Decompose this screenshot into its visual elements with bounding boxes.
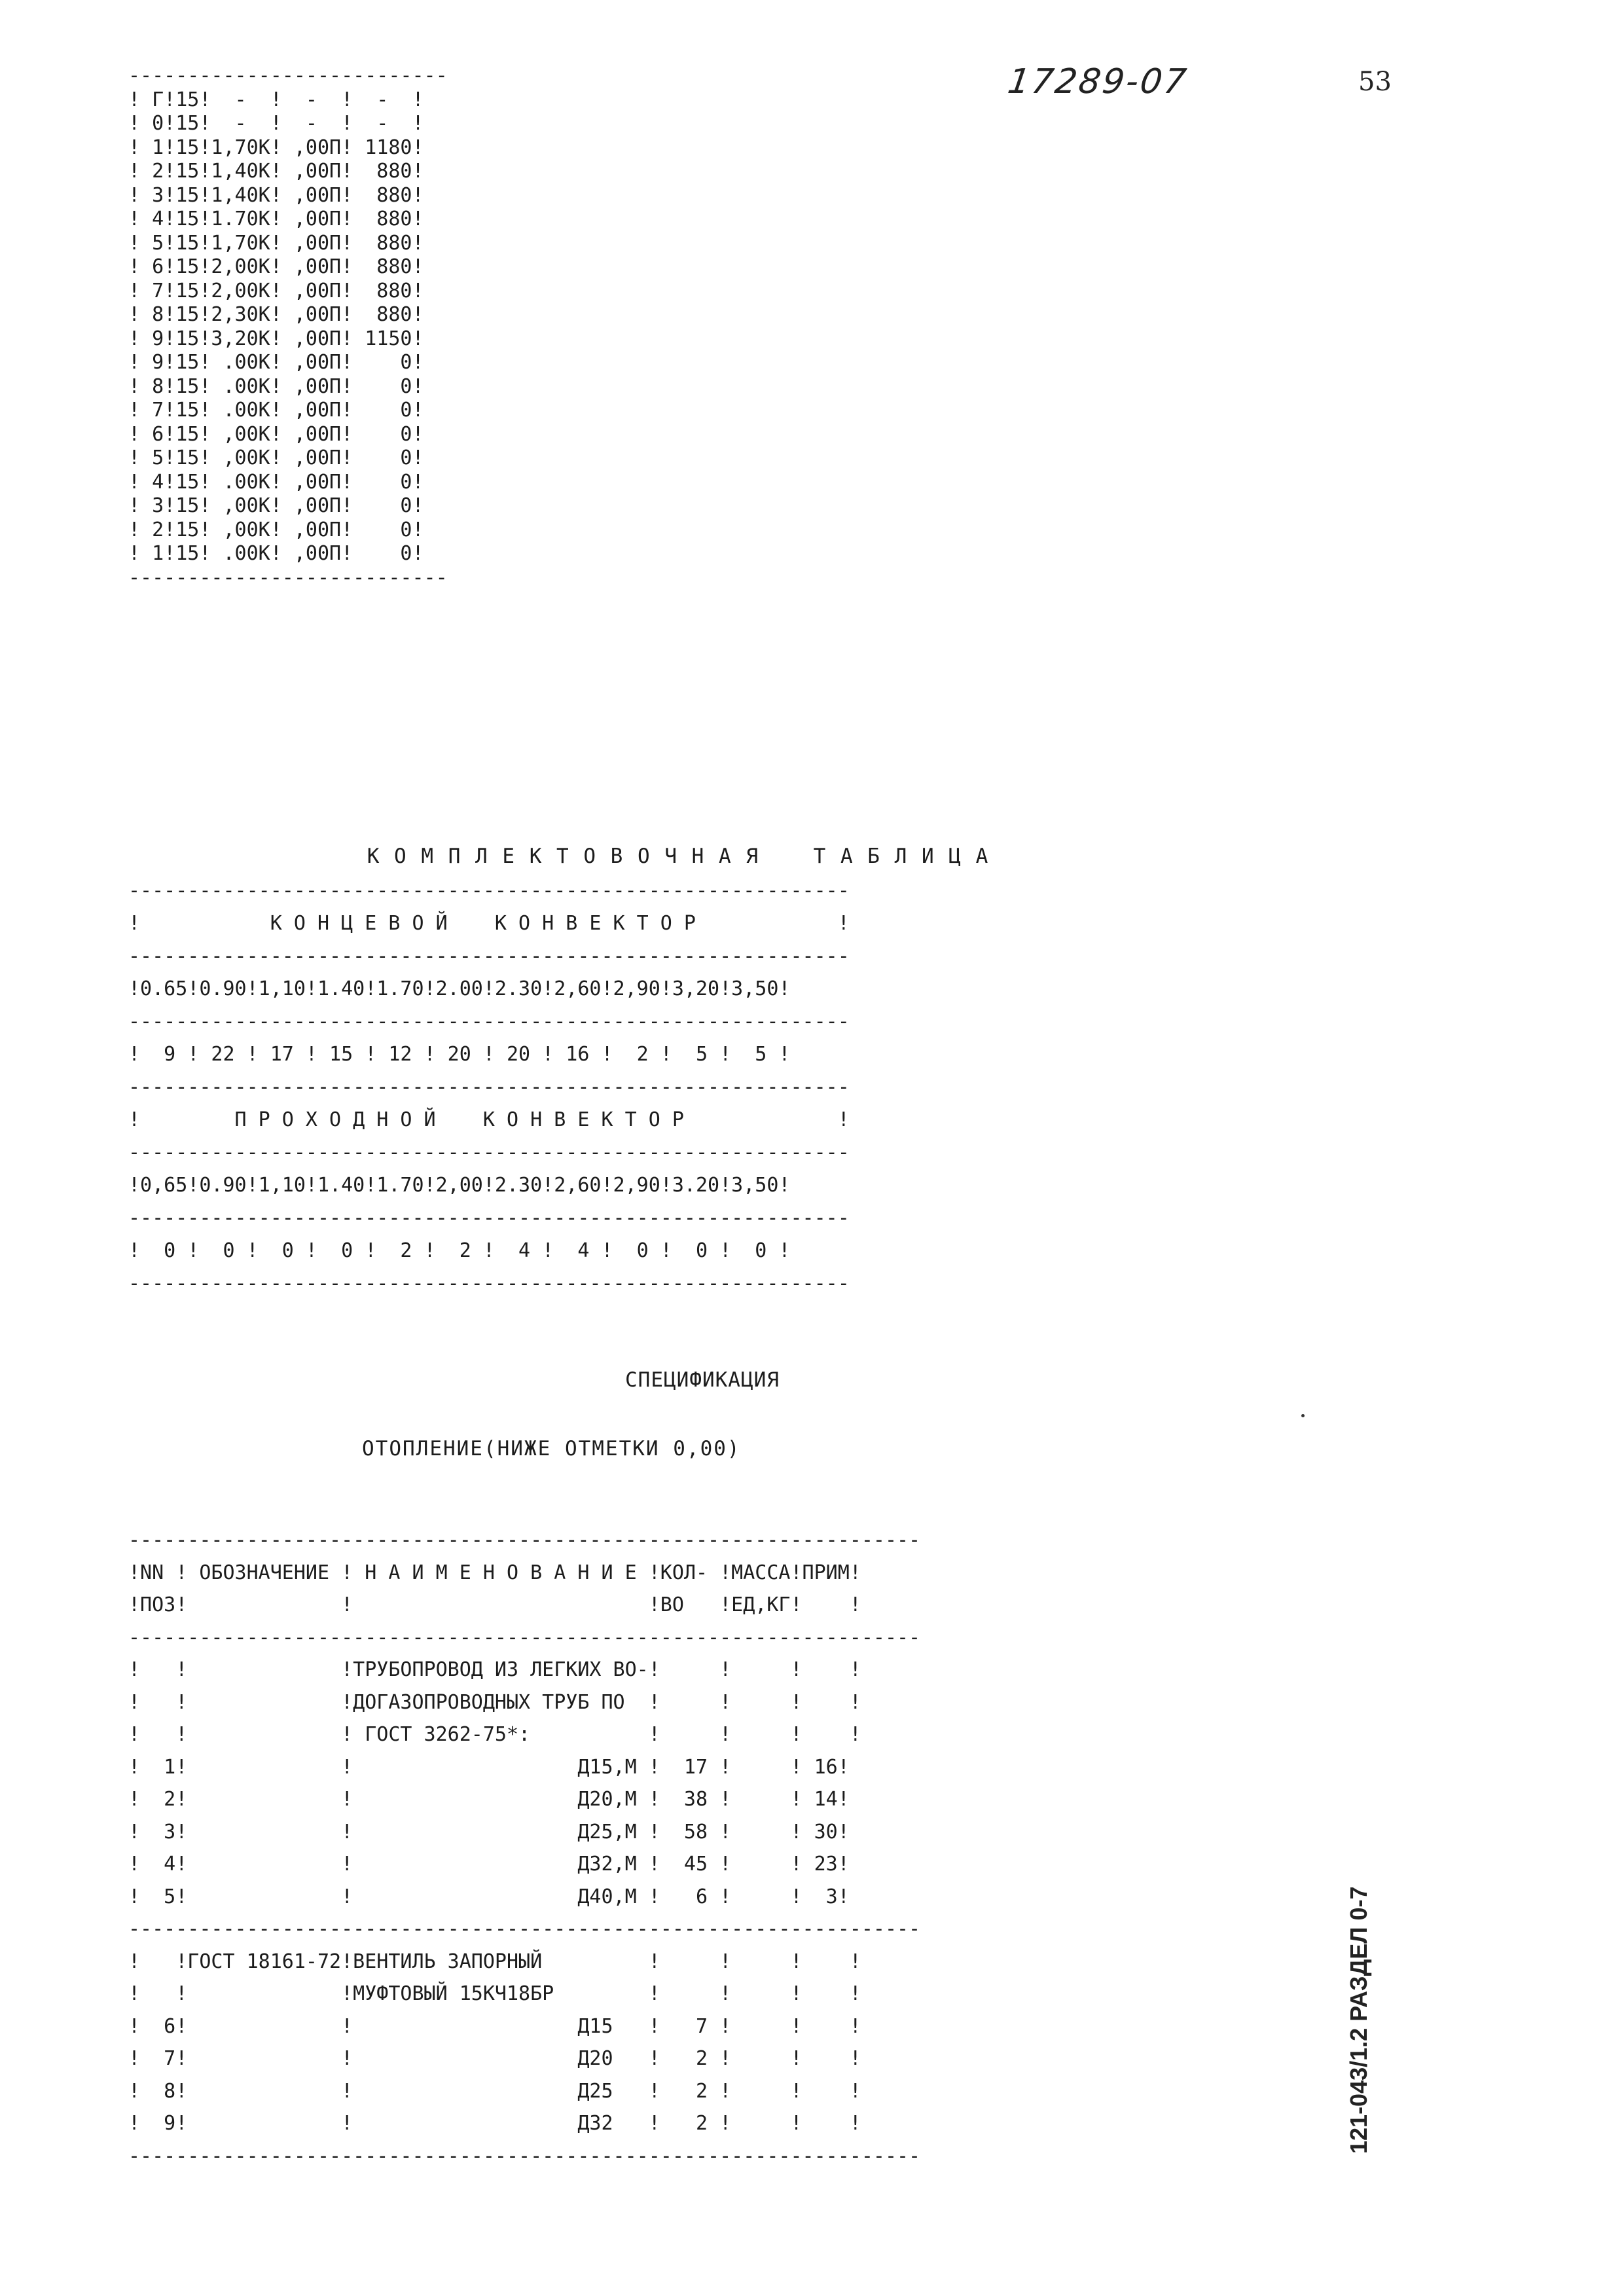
- table-row: ! 5!15!1,70К! ,00П! 880!: [128, 231, 424, 255]
- kit-table: [128, 875, 850, 1300]
- table-row: ! 1! ! Д15,М ! 17 ! ! 16!: [128, 1755, 850, 1779]
- table-row: ! ! !ДОГАЗОПРОВОДНЫХ ТРУБ ПО ! ! ! !: [128, 1690, 861, 1714]
- table-row: ! 1!15!1,70К! ,00П! 1180!: [128, 136, 424, 159]
- table-row: ! 2!15!1,40К! ,00П! 880!: [128, 160, 424, 183]
- table-row: ! 6!15!2,00К! ,00П! 880!: [128, 255, 424, 278]
- document-code: 17289-07: [1005, 62, 1191, 101]
- table-line: -------------------------------------------------------------: [128, 879, 850, 902]
- table-row: ! 0 ! 0 ! 0 ! 0 ! 2 ! 2 ! 4 ! 4 ! 0 ! 0 ! 0 !: [128, 1239, 791, 1262]
- table-row: ! 6! ! Д15 ! 7 ! ! !: [128, 2014, 861, 2038]
- table-row: ! 4! ! Д32,М ! 45 ! ! 23!: [128, 1853, 850, 1876]
- table-row: ! Г!15! - ! - ! - !: [128, 88, 424, 111]
- table-line: ---------------------------: [128, 566, 448, 589]
- table-row: ! 9!15! .00К! ,00П! 0!: [128, 351, 424, 374]
- spec-title: СПЕЦИФИКАЦИЯ: [625, 1368, 780, 1392]
- table-row: ! 8! ! Д25 ! 2 ! ! !: [128, 2079, 861, 2103]
- table-row: ! ! ! ГОСТ 3262-75*: ! ! ! !: [128, 1723, 861, 1746]
- table-header: !ПОЗ! ! !ВО !ЕД,КГ! !: [128, 1593, 861, 1616]
- table-row: ! 7! ! Д20 ! 2 ! ! !: [128, 2047, 861, 2070]
- table-row: ! !ГОСТ 18161-72!ВЕНТИЛЬ ЗАПОРНЫЙ ! ! ! !: [128, 1950, 861, 1973]
- table-row: ! 9!15!3,20К! ,00П! 1150!: [128, 327, 424, 350]
- specification-table: [128, 1524, 920, 2172]
- table-line: -------------------------------------------------------------: [128, 1141, 850, 1164]
- table-row: !0.65!0.90!1,10!1.40!1.70!2.00!2.30!2,60!2,90!3,20!3,50!: [128, 977, 791, 1000]
- table-line: -------------------------------------------------------------------: [128, 2144, 921, 2168]
- section-stamp: 121-043/1.2 РАЗДЕЛ 0-7: [1345, 1886, 1372, 2154]
- dot-mark: [1301, 1414, 1305, 1417]
- kit-table-title: К О М П Л Е К Т О В О Ч Н А Я Т А Б Л И Ц А: [367, 844, 990, 868]
- table-row: ! 9! ! Д32 ! 2 ! ! !: [128, 2112, 861, 2135]
- table-row: ! 7!15! .00К! ,00П! 0!: [128, 399, 424, 422]
- table-line: -------------------------------------------------------------: [128, 1207, 850, 1229]
- table-line: -------------------------------------------------------------------: [128, 1917, 921, 1940]
- spec-subtitle: ОТОПЛЕНИЕ(НИЖЕ ОТМЕТКИ 0,00): [362, 1437, 741, 1461]
- table-row: ! 5! ! Д40,М ! 6 ! ! 3!: [128, 1885, 850, 1908]
- table-line: -------------------------------------------------------------------: [128, 1625, 921, 1649]
- table-row: ! ! !МУФТОВЫЙ 15КЧ18БР ! ! ! !: [128, 1982, 861, 2005]
- table-row: ! 8!15! .00К! ,00П! 0!: [128, 374, 424, 398]
- table-line: -------------------------------------------------------------: [128, 945, 850, 968]
- table-header: !NN ! ОБОЗНАЧЕНИЕ ! Н А И М Е Н О В А Н И Е !КОЛ- !МАССА!ПРИМ!: [128, 1561, 861, 1584]
- table-line: -------------------------------------------------------------: [128, 1010, 850, 1033]
- table-row: ! 8!15!2,30К! ,00П! 880!: [128, 303, 424, 326]
- table-row: ! 2! ! Д20,М ! 38 ! ! 14!: [128, 1788, 850, 1811]
- table-row: ! 9 ! 22 ! 17 ! 15 ! 12 ! 20 ! 20 ! 16 ! 2 ! 5 ! 5 !: [128, 1043, 791, 1066]
- table-line: -------------------------------------------------------------: [128, 1076, 850, 1099]
- page-number: 53: [1358, 67, 1392, 97]
- table-row: ! 5!15! ,00К! ,00П! 0!: [128, 446, 424, 469]
- table-row: ! 3! ! Д25,М ! 58 ! ! 30!: [128, 1820, 850, 1843]
- table-row: ! 0!15! - ! - ! - !: [128, 112, 424, 135]
- table-line: -------------------------------------------------------------------: [128, 1529, 921, 1552]
- table-row: ! 3!15!1,40К! ,00П! 880!: [128, 183, 424, 207]
- table-row: ! 7!15!2,00К! ,00П! 880!: [128, 279, 424, 302]
- table-row: ! 6!15! ,00К! ,00П! 0!: [128, 422, 424, 446]
- table-line: -------------------------------------------------------------: [128, 1272, 850, 1295]
- table-header: ! П Р О Х О Д Н О Й К О Н В Е К Т О Р !: [128, 1108, 850, 1131]
- table-header: ! К О Н Ц Е В О Й К О Н В Е К Т О Р !: [128, 912, 850, 935]
- table-row: ! 3!15! ,00К! ,00П! 0!: [128, 494, 424, 517]
- table-row: ! 4!15!1.70К! ,00П! 880!: [128, 208, 424, 230]
- table-row: !0,65!0.90!1,10!1.40!1.70!2,00!2.30!2,60!2,90!3.20!3,50!: [128, 1174, 791, 1197]
- table-row: ! 4!15! .00К! ,00П! 0!: [128, 470, 424, 494]
- table-row: ! 1!15! .00К! ,00П! 0!: [128, 542, 424, 565]
- table-row: ! ! !ТРУБОПРОВОД ИЗ ЛЕГКИХ ВО-! ! ! !: [128, 1658, 861, 1681]
- floor-load-table: [128, 64, 448, 590]
- table-row: ! 2!15! ,00К! ,00П! 0!: [128, 518, 424, 541]
- table-line: ---------------------------: [128, 64, 448, 87]
